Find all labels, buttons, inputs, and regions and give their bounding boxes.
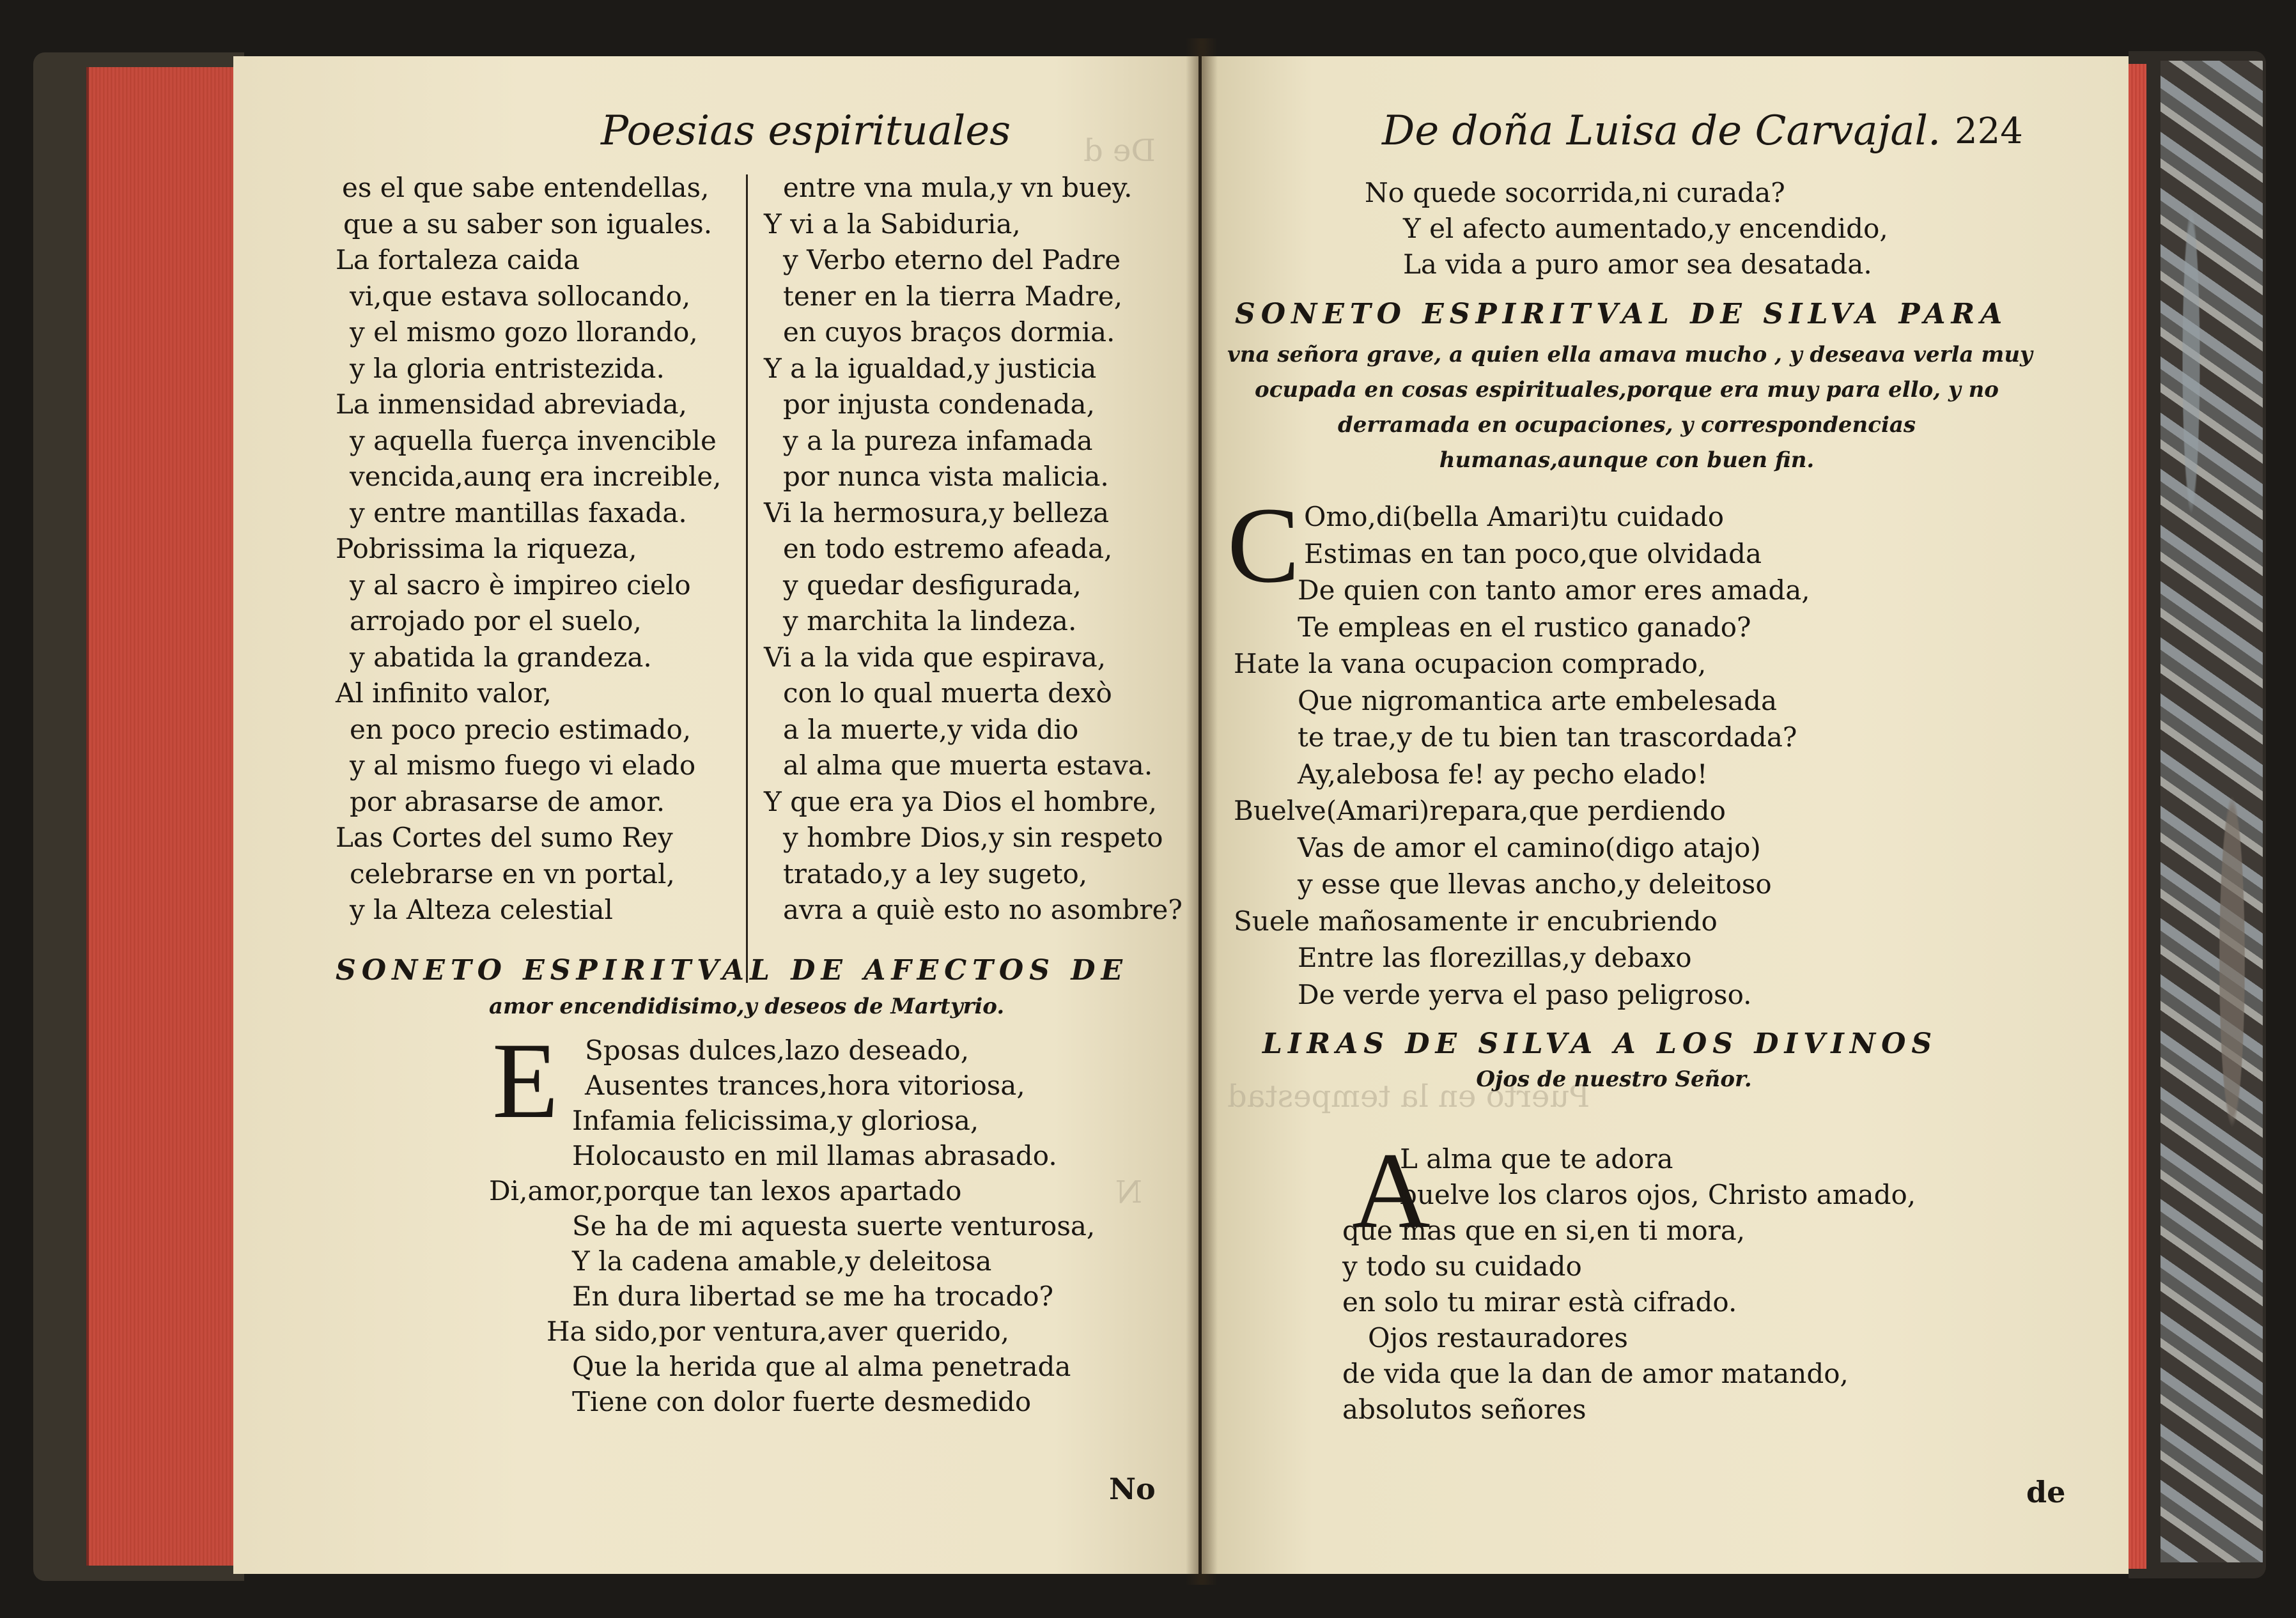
verse-line: tratado,y a ley sugeto, bbox=[783, 858, 1088, 890]
verse-line: que mas que en si,en ti mora, bbox=[1342, 1215, 1746, 1246]
verse-line: y todo su cuidado bbox=[1342, 1251, 1582, 1282]
subtitle-line: ocupada en cosas espirituales,porque era muy para ello, y no bbox=[1255, 377, 1999, 403]
verse-line: Vi la hermosura,y belleza bbox=[764, 497, 1110, 528]
verse-line: Se ha de mi aquesta suerte venturosa, bbox=[572, 1210, 1096, 1242]
verse-line: Al infinito valor, bbox=[336, 677, 552, 709]
verse-line: de vida que la dan de amor matando, bbox=[1342, 1358, 1849, 1389]
subtitle-line: humanas,aunque con buen fin. bbox=[1439, 447, 1815, 473]
poem-column-1 bbox=[336, 170, 721, 928]
red-page-edges-left bbox=[86, 67, 237, 1566]
verse-line: Di,amor,porque tan lexos apartado bbox=[489, 1175, 962, 1206]
verse-line: vi,que estava sollocando, bbox=[350, 280, 691, 312]
catchword: No bbox=[1109, 1472, 1156, 1506]
verse-line: y entre mantillas faxada. bbox=[350, 497, 687, 528]
verse-line: De verde yerva el paso peligroso. bbox=[1298, 978, 1752, 1010]
drop-capital: A bbox=[1352, 1130, 1431, 1251]
liras-title: LIRAS DE SILVA A LOS DIVINOS bbox=[1262, 1028, 1938, 1060]
verse-line: en todo estremo afeada, bbox=[783, 533, 1113, 564]
verse-line: entre vna mula,y vn buey. bbox=[783, 172, 1133, 203]
verse-line: Tiene con dolor fuerte desmedido bbox=[572, 1386, 1032, 1417]
verse-line: Buelve(Amari)repara,que perdiendo bbox=[1234, 795, 1726, 826]
verse-line: La inmensidad abreviada, bbox=[336, 389, 687, 420]
verse-line: y a la pureza infamada bbox=[783, 424, 1093, 456]
verse-line: Y la cadena amable,y deleitosa bbox=[572, 1245, 992, 1277]
verse-line: Y que era ya Dios el hombre, bbox=[764, 785, 1157, 817]
verse-line: Holocausto en mil llamas abrasado. bbox=[572, 1140, 1057, 1171]
verse-line: Pobrissima la riqueza, bbox=[336, 533, 637, 564]
sonnet-text bbox=[489, 1021, 1096, 1419]
verse-line: y esse que llevas ancho,y deleitoso bbox=[1298, 868, 1772, 900]
drop-capital: E bbox=[492, 1021, 559, 1141]
verse-line: en cuyos braços dormia. bbox=[783, 316, 1115, 348]
verse-line: y al mismo fuego vi elado bbox=[350, 750, 696, 781]
sonnet-title: SONETO ESPIRITVAL DE SILVA PARA bbox=[1235, 298, 2008, 330]
verse-line: tener en la tierra Madre, bbox=[783, 280, 1123, 312]
subtitle-line: vna señora grave, a quien ella amava mucho , y deseava verla muy bbox=[1227, 342, 2033, 367]
verse-line: y marchita la lindeza. bbox=[783, 605, 1077, 636]
sonnet-ending bbox=[1365, 175, 1888, 282]
verse-line: Ay,alebosa fe! ay pecho elado! bbox=[1298, 758, 1708, 790]
verse-line: y abatida la grandeza. bbox=[350, 641, 652, 673]
verse-line: que a su saber son iguales. bbox=[343, 208, 713, 240]
verse-line: Y a la igualdad,y justicia bbox=[764, 352, 1097, 384]
verse-line: y hombre Dios,y sin respeto bbox=[783, 822, 1163, 853]
verse-line: La vida a puro amor sea desatada. bbox=[1403, 249, 1872, 280]
verse-line: y Verbo eterno del Padre bbox=[783, 244, 1121, 275]
verse-line: absolutos señores bbox=[1342, 1394, 1586, 1425]
verse-line: es el que sabe entendellas, bbox=[342, 172, 710, 203]
sonnet-text bbox=[1234, 498, 1810, 1013]
sonnet-subtitle: amor encendidisimo,y deseos de Martyrio. bbox=[489, 994, 1005, 1019]
verse-line: Vi a la vida que espirava, bbox=[764, 641, 1106, 673]
verse-line: Que nigromantica arte embelesada bbox=[1298, 684, 1777, 716]
verse-line: al alma que muerta estava. bbox=[783, 750, 1153, 781]
verse-line: y la gloria entristezida. bbox=[350, 352, 665, 384]
liras-subtitle: Ojos de nuestro Señor. bbox=[1476, 1067, 1752, 1092]
verse-line: avra a quiè esto no asombre? bbox=[783, 894, 1183, 925]
verse-line: Vas de amor el camino(digo atajo) bbox=[1298, 831, 1761, 863]
verse-line: Entre las florezillas,y debaxo bbox=[1298, 942, 1692, 973]
verse-line: Infamia felicissima,y gloriosa, bbox=[572, 1105, 979, 1136]
page-number: 224 bbox=[1955, 111, 2023, 152]
verse-line: y la Alteza celestial bbox=[350, 894, 613, 925]
verse-line: L alma que te adora bbox=[1400, 1143, 1673, 1175]
verse-line: por abrasarse de amor. bbox=[350, 785, 665, 817]
verse-line: y quedar desfigurada, bbox=[783, 569, 1082, 601]
marbled-board bbox=[2160, 61, 2263, 1562]
show-through-ghost: De d bbox=[1083, 133, 1156, 169]
verse-line: Y el afecto aumentado,y encendido, bbox=[1403, 213, 1888, 244]
subtitle-line: derramada en ocupaciones, y correspondencias bbox=[1337, 412, 1916, 438]
verse-line: arrojado por el suelo, bbox=[350, 605, 642, 636]
liras-text bbox=[1342, 1130, 1916, 1428]
verse-line: buelve los claros ojos, Christo amado, bbox=[1400, 1179, 1916, 1210]
verse-line: De quien con tanto amor eres amada, bbox=[1298, 574, 1810, 606]
column-rule bbox=[746, 174, 748, 983]
verse-line: Y vi a la Sabiduria, bbox=[764, 208, 1021, 240]
show-through-ghost: Puerto en la tempestad bbox=[1227, 1079, 1590, 1114]
running-header: De doña Luisa de Carvajal. bbox=[1382, 107, 1941, 155]
drop-capital: C bbox=[1227, 485, 1300, 605]
verse-line: y aquella fuerça invencible bbox=[350, 424, 717, 456]
verse-line: y al sacro è impireo cielo bbox=[350, 569, 691, 601]
right-page bbox=[1202, 56, 2129, 1574]
verse-line: en solo tu mirar està cifrado. bbox=[1342, 1286, 1737, 1318]
verse-line: Omo,di(bella Amari)tu cuidado bbox=[1304, 501, 1725, 532]
verse-line: por nunca vista malicia. bbox=[783, 461, 1109, 492]
verse-line: No quede socorrida,ni curada? bbox=[1365, 177, 1785, 208]
verse-line: La fortaleza caida bbox=[336, 244, 580, 275]
sonnet-title: SONETO ESPIRITVAL DE AFECTOS DE bbox=[336, 954, 1129, 987]
verse-line: Sposas dulces,lazo deseado, bbox=[585, 1035, 970, 1066]
verse-line: Que la herida que al alma penetrada bbox=[572, 1351, 1071, 1382]
verse-line: Suele mañosamente ir encubriendo bbox=[1234, 905, 1718, 937]
left-page bbox=[233, 56, 1198, 1574]
book-gutter bbox=[1186, 38, 1218, 1585]
verse-line: Hate la vana ocupacion comprado, bbox=[1234, 648, 1707, 679]
sonnet-subtitle bbox=[1227, 337, 2033, 478]
verse-line: a la muerte,y vida dio bbox=[783, 713, 1079, 745]
verse-line: celebrarse en vn portal, bbox=[350, 858, 675, 890]
verse-line: te trae,y de tu bien tan trascordada? bbox=[1298, 721, 1797, 753]
catchword: de bbox=[2026, 1475, 2066, 1509]
verse-line: En dura libertad se me ha trocado? bbox=[572, 1281, 1054, 1312]
verse-line: con lo qual muerta dexò bbox=[783, 677, 1112, 709]
verse-line: Ojos restauradores bbox=[1368, 1322, 1628, 1353]
verse-line: y el mismo gozo llorando, bbox=[350, 316, 698, 348]
verse-line: por injusta condenada, bbox=[783, 389, 1095, 420]
verse-line: Te empleas en el rustico ganado? bbox=[1298, 611, 1751, 643]
verse-line: Las Cortes del sumo Rey bbox=[336, 822, 673, 853]
verse-line: Ausentes trances,hora vitoriosa, bbox=[585, 1070, 1025, 1101]
verse-line: Estimas en tan poco,que olvidada bbox=[1304, 537, 1762, 569]
running-header: Poesias espirituales bbox=[601, 107, 1011, 155]
verse-line: vencida,aunq era increible, bbox=[350, 461, 722, 492]
poem-column-2 bbox=[764, 170, 1183, 928]
show-through-ghost: N bbox=[1115, 1175, 1142, 1210]
verse-line: en poco precio estimado, bbox=[350, 713, 692, 745]
verse-line: Ha sido,por ventura,aver querido, bbox=[547, 1316, 1010, 1347]
